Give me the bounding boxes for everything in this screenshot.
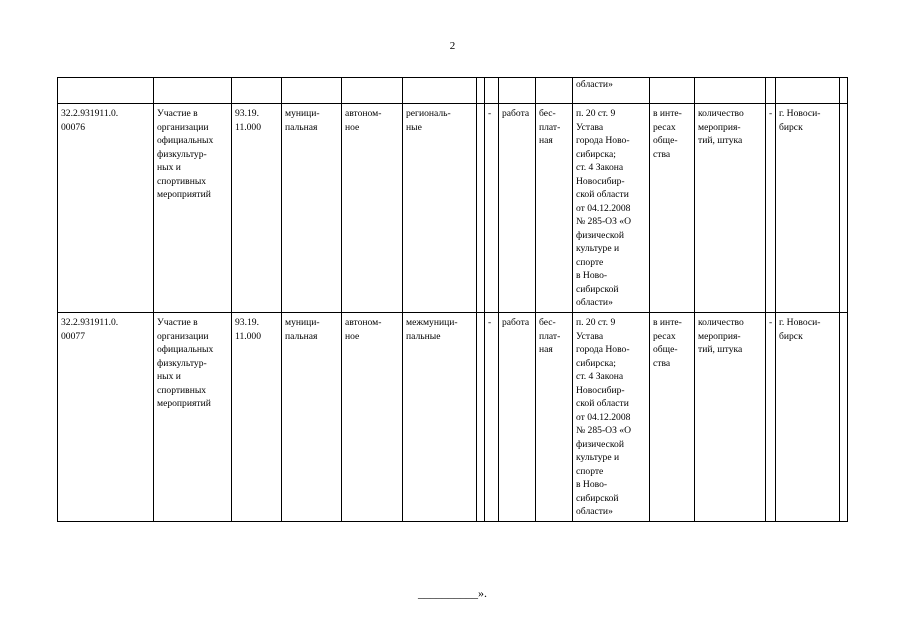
cell-legal-basis: п. 20 ст. 9 Устава города Ново- сибирска; ст. 4 Закона Новосибир- ской области от 04.12.2008 № 285-ОЗ «О физической культуре и спорте в Ново- сибирской области»	[573, 104, 650, 313]
cell-dash-1: -	[485, 104, 499, 313]
cell-payment: бес- плат- ная	[536, 313, 573, 522]
cell-ownership: муници- пальная	[282, 104, 342, 313]
continuation-row	[58, 78, 848, 104]
cell-narrow-1	[477, 104, 485, 313]
cell-dash-1	[485, 78, 499, 104]
cell-code	[58, 78, 154, 104]
cell-indicator: количество мероприя- тий, штука	[695, 313, 766, 522]
cell-level: межмуници- пальные	[403, 313, 477, 522]
cell-okved: 93.19. 11.000	[232, 313, 282, 522]
cell-narrow-1	[477, 78, 485, 104]
cell-okved: 93.19. 11.000	[232, 104, 282, 313]
cell-kind: работа	[499, 313, 536, 522]
cell-dash-2: -	[766, 313, 776, 522]
cell-location: г. Новоси- бирск	[776, 313, 840, 522]
closing-line: __________».	[418, 586, 487, 600]
services-table	[57, 77, 848, 522]
cell-dash-2	[766, 78, 776, 104]
cell-kind	[499, 78, 536, 104]
cell-dash-1: -	[485, 313, 499, 522]
cell-institution-type: автоном- ное	[342, 104, 403, 313]
cell-ownership: муници- пальная	[282, 313, 342, 522]
cell-narrow-2	[840, 104, 848, 313]
cell-indicator: количество мероприя- тий, штука	[695, 104, 766, 313]
cell-legal-basis: области»	[573, 78, 650, 104]
cell-level	[403, 78, 477, 104]
cell-narrow-2	[840, 313, 848, 522]
cell-narrow-1	[477, 313, 485, 522]
cell-level: региональ- ные	[403, 104, 477, 313]
cell-name: Участие в организации официальных физкультур- ных и спортивных мероприятий	[154, 313, 232, 522]
page-number: 2	[449, 40, 456, 52]
cell-legal-basis: п. 20 ст. 9 Устава города Ново- сибирска; ст. 4 Закона Новосибир- ской области от 04.12.2008 № 285-ОЗ «О физической культуре и спорте в Ново- сибирской области»	[573, 313, 650, 522]
cell-location: г. Новоси- бирск	[776, 104, 840, 313]
cell-narrow-2	[840, 78, 848, 104]
cell-ownership	[282, 78, 342, 104]
cell-name	[154, 78, 232, 104]
cell-consumers: в инте- ресах обще- ства	[650, 313, 695, 522]
cell-code: 32.2.931911.0. 00076	[58, 104, 154, 313]
cell-kind: работа	[499, 104, 536, 313]
cell-payment: бес- плат- ная	[536, 104, 573, 313]
cell-payment	[536, 78, 573, 104]
cell-indicator	[695, 78, 766, 104]
cell-name: Участие в организации официальных физкультур- ных и спортивных мероприятий	[154, 104, 232, 313]
cell-consumers	[650, 78, 695, 104]
table-row	[58, 104, 848, 313]
cell-consumers: в инте- ресах обще- ства	[650, 104, 695, 313]
cell-institution-type	[342, 78, 403, 104]
cell-institution-type: автоном- ное	[342, 313, 403, 522]
cell-code: 32.2.931911.0. 00077	[58, 313, 154, 522]
cell-dash-2: -	[766, 104, 776, 313]
cell-okved	[232, 78, 282, 104]
table-row	[58, 313, 848, 522]
cell-location	[776, 78, 840, 104]
